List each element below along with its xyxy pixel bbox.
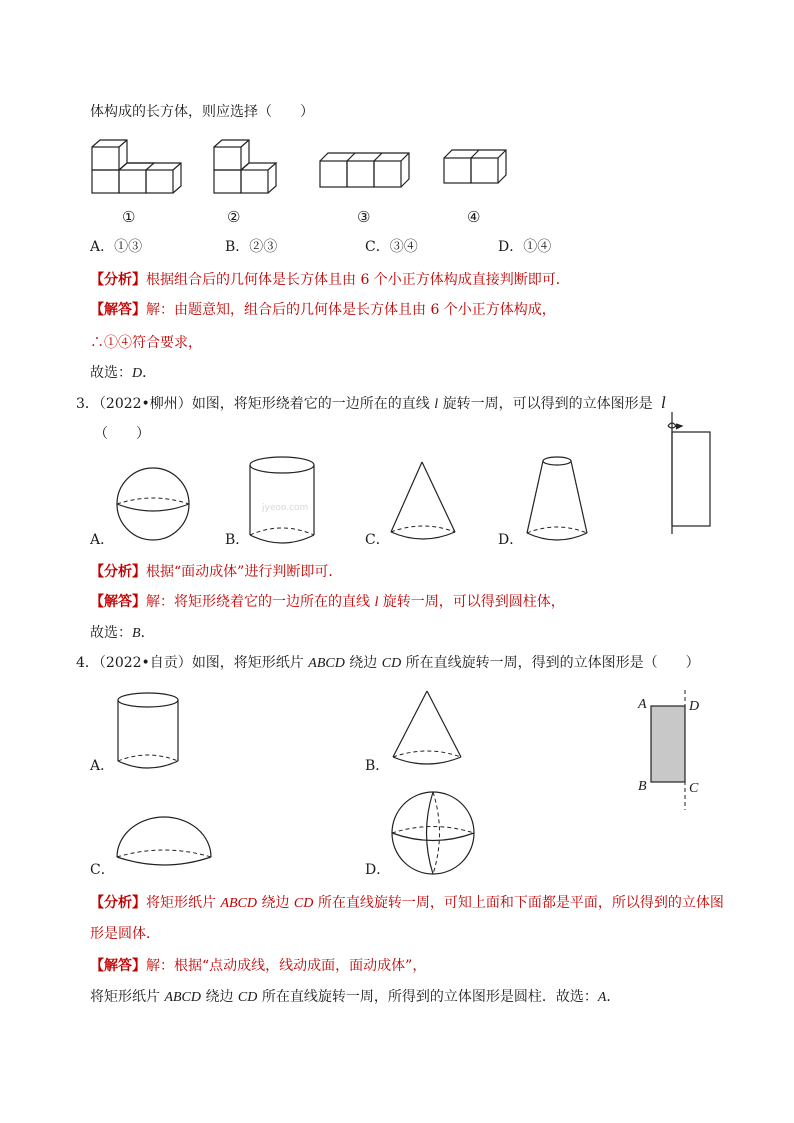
q4-hemisphere-figure: [115, 815, 213, 875]
q3-axis-label: l: [661, 393, 666, 412]
q4-option-d[interactable]: D．: [365, 862, 391, 878]
q3-answer: 【解答】解：将矩形绕着它的一边所在的直线 l 旋转一周，可以得到圆柱体，: [90, 594, 565, 610]
q3-stem: 3．（2022•柳州）如图，将矩形绕着它的一边所在的直线 l 旋转一周，可以得到的立体图形是: [76, 396, 653, 412]
q3-option-a[interactable]: A．: [90, 532, 115, 548]
q2-figure-3: [318, 150, 418, 195]
q2-answer: 【解答】解：由题意知，组合后的几何体是长方体且由 6 个小正方体构成，: [90, 302, 556, 318]
q4-stem: 4．（2022•自贡）如图，将矩形纸片 ABCD 绕边 CD 所在直线旋转一周，得到的立体图形是（ ）: [76, 655, 700, 671]
q3-option-b[interactable]: B．: [225, 532, 250, 548]
q2-figure-label-2: ②: [227, 208, 241, 226]
q2-figure-label-1: ①: [122, 208, 136, 226]
q4-option-c[interactable]: C．: [90, 862, 115, 878]
q2-figure-label-3: ③: [357, 208, 371, 226]
q4-sphere-figure: [390, 790, 480, 880]
q4-final: 将矩形纸片 ABCD 绕边 CD 所在直线旋转一周，所得到的立体图形是圆柱．故选：A．: [90, 989, 621, 1005]
q3-option-d[interactable]: D．: [498, 532, 524, 548]
q3-sphere-figure: [115, 466, 195, 546]
q4-vertex-a: A: [638, 697, 647, 712]
q2-option-d[interactable]: D．①④: [498, 239, 552, 255]
q4-option-b[interactable]: B．: [365, 758, 390, 774]
q4-option-a[interactable]: A．: [90, 758, 115, 774]
q4-vertex-b: B: [638, 779, 647, 794]
q3-analysis: 【分析】根据“面动成体”进行判断即可．: [90, 564, 343, 580]
q4-answer: 【解答】解：根据“点动成线，线动成面，面动成体”，: [90, 958, 427, 974]
q4-analysis: 【分析】将矩形纸片 ABCD 绕边 CD 所在直线旋转一周，可知上面和下面都是平面，所以得到的立体图: [90, 895, 724, 911]
q2-figure-label-4: ④: [467, 208, 481, 226]
q2-stem-tail: 体构成的长方体，则应选择（ ）: [90, 104, 314, 120]
q2-option-b[interactable]: B．②③: [225, 239, 278, 255]
q2-option-a[interactable]: A．①③: [90, 239, 143, 255]
q3-cone-figure: [388, 460, 460, 548]
q4-cylinder-figure: [116, 691, 182, 773]
q4-vertex-c: C: [689, 781, 699, 796]
q4-vertex-d: D: [689, 699, 700, 714]
q2-figure-4: [442, 148, 517, 193]
q3-frustum-figure: [523, 455, 593, 547]
q3-paren: （ ）: [94, 426, 150, 442]
q3-option-c[interactable]: C．: [365, 532, 390, 548]
q2-option-c[interactable]: C．③④: [365, 239, 418, 255]
q2-answer-line2: ∴①④符合要求，: [90, 335, 202, 351]
q4-cone-figure: [390, 689, 466, 773]
q3-watermark: jyeoo.com: [262, 503, 309, 513]
q2-analysis: 【分析】根据组合后的几何体是长方体且由 6 个小正方体构成直接判断即可．: [90, 272, 570, 288]
q3-cylinder-figure: [248, 455, 318, 547]
q3-choice: 故选：B．: [90, 625, 155, 641]
q3-rectangle-figure: [666, 410, 716, 536]
q2-figure-1: [90, 138, 190, 198]
q2-figure-2: [212, 138, 292, 198]
q2-choice: 故选：D．: [90, 365, 157, 381]
q4-analysis-line2: 形是圆体．: [90, 926, 160, 942]
